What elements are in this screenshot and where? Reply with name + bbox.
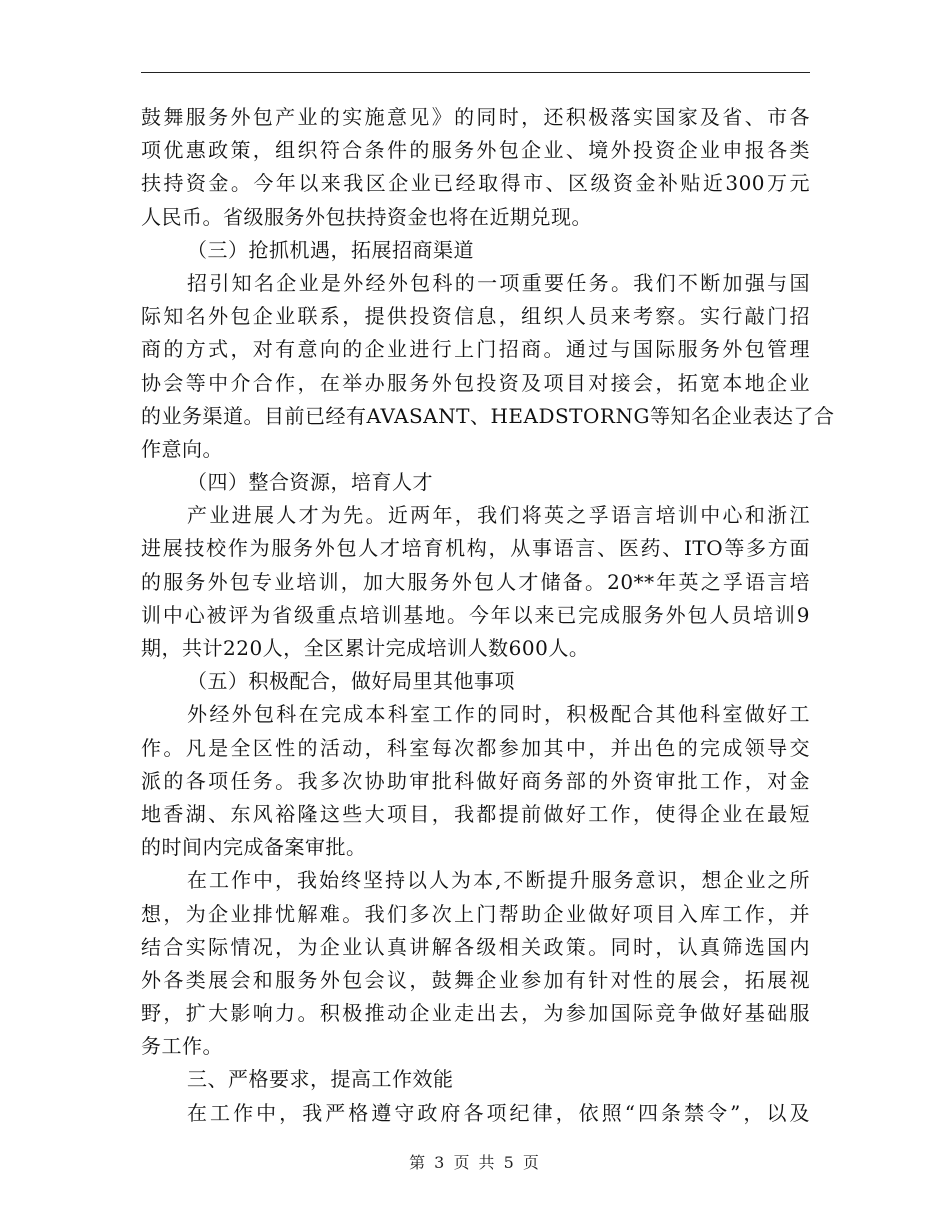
text-line: 商的方式，对有意向的企业进行上门招商。通过与国际服务外包管理 bbox=[141, 337, 810, 362]
text-line: （四）整合资源，培育人才 bbox=[187, 470, 433, 495]
text-line: 地香湖、东风裕隆这些大项目，我都提前做好工作，使得企业在最短 bbox=[141, 801, 810, 826]
text-line: 作。凡是全区性的活动，科室每次都参加其中，并出色的完成领导交 bbox=[141, 735, 810, 760]
text-line: 训中心被评为省级重点培训基地。今年以来已完成服务外包人员培训9 bbox=[141, 602, 810, 627]
text-line: 人民币。省级服务外包扶持资金也将在近期兑现。 bbox=[141, 204, 592, 229]
text-line: 招引知名企业是外经外包科的一项重要任务。我们不断加强与国 bbox=[187, 270, 810, 295]
text-line: 野，扩大影响力。积极推动企业走出去，为参加国际竞争做好基础服 bbox=[141, 1001, 810, 1026]
text-line: 扶持资金。今年以来我区企业已经取得市、区级资金补贴近300万元 bbox=[141, 171, 810, 196]
text-line: 三、严格要求，提高工作效能 bbox=[187, 1067, 454, 1092]
text-line: 外各类展会和服务外包会议，鼓舞企业参加有针对性的展会，拓展视 bbox=[141, 967, 810, 992]
text-line: 产业进展人才为先。近两年，我们将英之孚语言培训中心和浙江 bbox=[187, 503, 810, 528]
text-line: （五）积极配合，做好局里其他事项 bbox=[187, 669, 515, 694]
text-line: 的服务外包专业培训，加大服务外包人才储备。20**年英之孚语言培 bbox=[141, 569, 810, 594]
text-line: （三）抢抓机遇，拓展招商渠道 bbox=[187, 237, 474, 262]
text-line: 想，为企业排忧解难。我们多次上门帮助企业做好项目入库工作，并 bbox=[141, 901, 810, 926]
document-body bbox=[141, 101, 835, 1130]
text-line: 的业务渠道。目前已经有AVASANT、HEADSTORNG等知名企业表达了合 bbox=[141, 403, 835, 428]
text-line: 务工作。 bbox=[141, 1034, 223, 1059]
text-line: 项优惠政策，组织符合条件的服务外包企业、境外投资企业申报各类 bbox=[141, 138, 810, 163]
page-number-footer: 第 3 页 共 5 页 bbox=[409, 1153, 541, 1172]
text-line: 鼓舞服务外包产业的实施意见》的同时，还积极落实国家及省、市各 bbox=[141, 105, 810, 129]
text-line: 进展技校作为服务外包人才培育机构，从事语言、医药、ITO等多方面 bbox=[141, 536, 810, 561]
text-line: 作意向。 bbox=[141, 436, 223, 461]
text-line: 派的各项任务。我多次协助审批科做好商务部的外资审批工作，对金 bbox=[141, 768, 810, 793]
text-line: 期，共计220人，全区累计完成培训人数600人。 bbox=[141, 636, 590, 660]
text-line: 在工作中，我始终坚持以人为本,不断提升服务意识，想企业之所 bbox=[187, 868, 810, 893]
text-line: 际知名外包企业联系，提供投资信息，组织人员来考察。实行敲门招 bbox=[141, 304, 810, 329]
text-line: 协会等中介合作，在举办服务外包投资及项目对接会，拓宽本地企业 bbox=[141, 370, 810, 395]
text-line: 在工作中，我严格遵守政府各项纪律，依照“四条禁令”，以及 bbox=[187, 1100, 810, 1125]
text-line: 结合实际情况，为企业认真讲解各级相关政策。同时，认真筛选国内 bbox=[141, 934, 810, 959]
text-line: 外经外包科在完成本科室工作的同时，积极配合其他科室做好工 bbox=[187, 702, 810, 727]
header-rule bbox=[141, 72, 810, 73]
text-line: 的时间内完成备案审批。 bbox=[141, 835, 367, 860]
